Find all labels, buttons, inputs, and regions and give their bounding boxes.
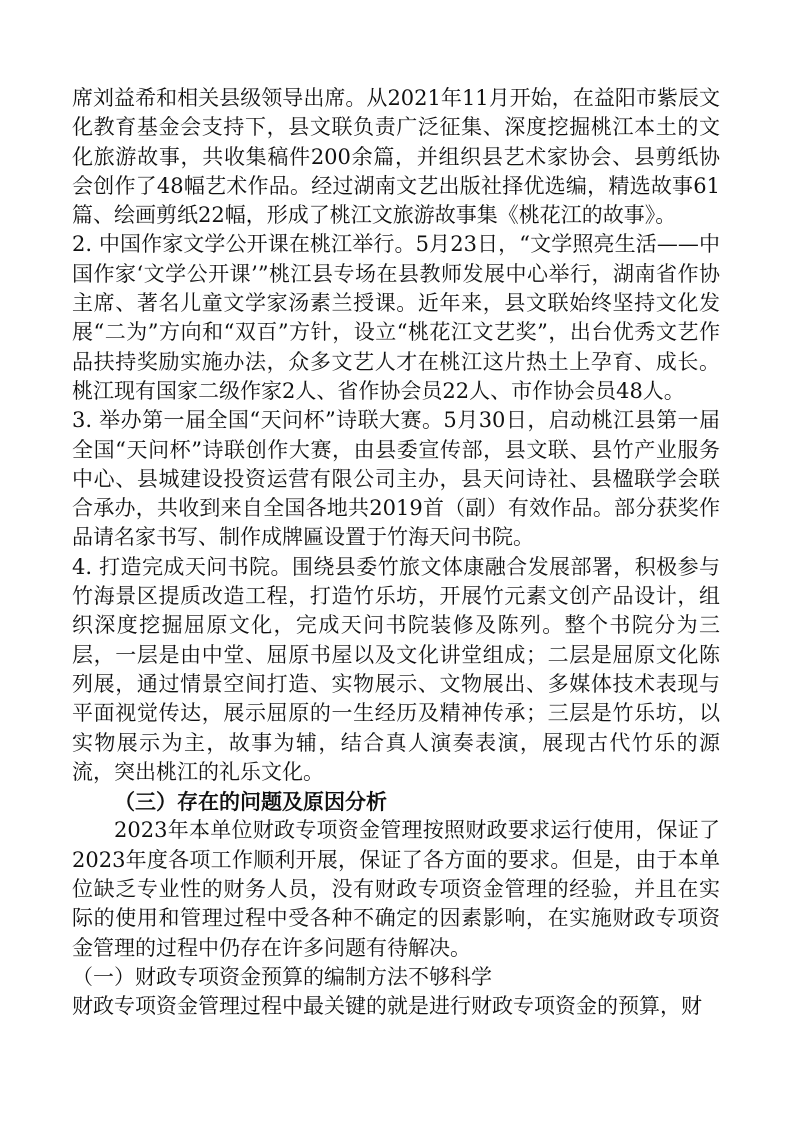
section-heading-problems: （三）存在的问题及原因分析 bbox=[114, 789, 387, 815]
paragraph-fund-management: 2023年本单位财政专项资金管理按照财政要求运行使用，保证了2023年度各项工作顺利开展，保证了各方面的要求。但是，由于本单位缺乏专业性的财务人员，没有财政专项资金管理的经验，并且在实际的使用和管理过程中受各种不确定的因素影响，在实施财政专项资金管理的过程中仍存在许多问题有待解决。 bbox=[72, 818, 720, 960]
paragraph-budget-key: 财政专项资金管理过程中最关键的就是进行财政专项资金的预算，财 bbox=[72, 994, 702, 1019]
paragraph-poetry-contest: 3. 举办第一届全国“天问杯”诗联大赛。5月30日，启动桃江县第一届全国“天问杯”诗联创作大赛，由县委宣传部，县文联、县竹产业服务中心、县城建设投资运营有限公司主办，县天问诗社、县楹联学会联合承办，共收到来自全国各地共2019首（副）有效作品。部分获奖作品请名家书写、制作成牌匾设置于竹海天问书院。 bbox=[72, 408, 720, 550]
document-page bbox=[72, 84, 720, 1022]
paragraph-story-collection: 席刘益希和相关县级领导出席。从2021年11月开始，在益阳市紫辰文化教育基金会支持下，县文联负责广泛征集、深度挖掘桃江本土的文化旅游故事，共收集稿件200余篇，并组织县艺术家协会、县剪纸协会创作了48幅艺术作品。经过湖南文艺出版社择优选编，精选故事61篇、绘画剪纸22幅，形成了桃江文旅游故事集《桃花江的故事》。 bbox=[72, 86, 720, 228]
paragraph-tianwen-academy: 4. 打造完成天问书院。围绕县委竹旅文体康融合发展部署，积极参与竹海景区提质改造工程，打造竹乐坊，开展竹元素文创产品设计，组织深度挖掘屈原文化，完成天问书院装修及陈列。整个书院分为三层，一层是由中堂、屈原书屋以及文化讲堂组成；二层是屈原文化陈列展，通过情景空间打造、实物展示、文物展出、多媒体技术表现与平面视觉传达，展示屈原的一生经历及精神传承；三层是竹乐坊，以实物展示为主，故事为辅，结合真人演奏表演，展现古代竹乐的源流，突出桃江的礼乐文化。 bbox=[72, 554, 720, 784]
subheading-budget-method: （一）财政专项资金预算的编制方法不够科学 bbox=[72, 964, 492, 989]
paragraph-writers-open-class: 2. 中国作家文学公开课在桃江举行。5月23日，“文学照亮生活——中国作家‘文学公开课’”桃江县专场在县教师发展中心举行，湖南省作协主席、著名儿童文学家汤素兰授课。近年来，县文联始终坚持文化发展“二为”方向和“双百”方针，设立“桃花江文艺奖”，出台优秀文艺作品扶持奖励实施办法，众多文艺人才在桃江这片热土上孕育、成长。桃江现有国家二级作家2人、省作协会员22人、市作协会员48人。 bbox=[72, 232, 720, 403]
